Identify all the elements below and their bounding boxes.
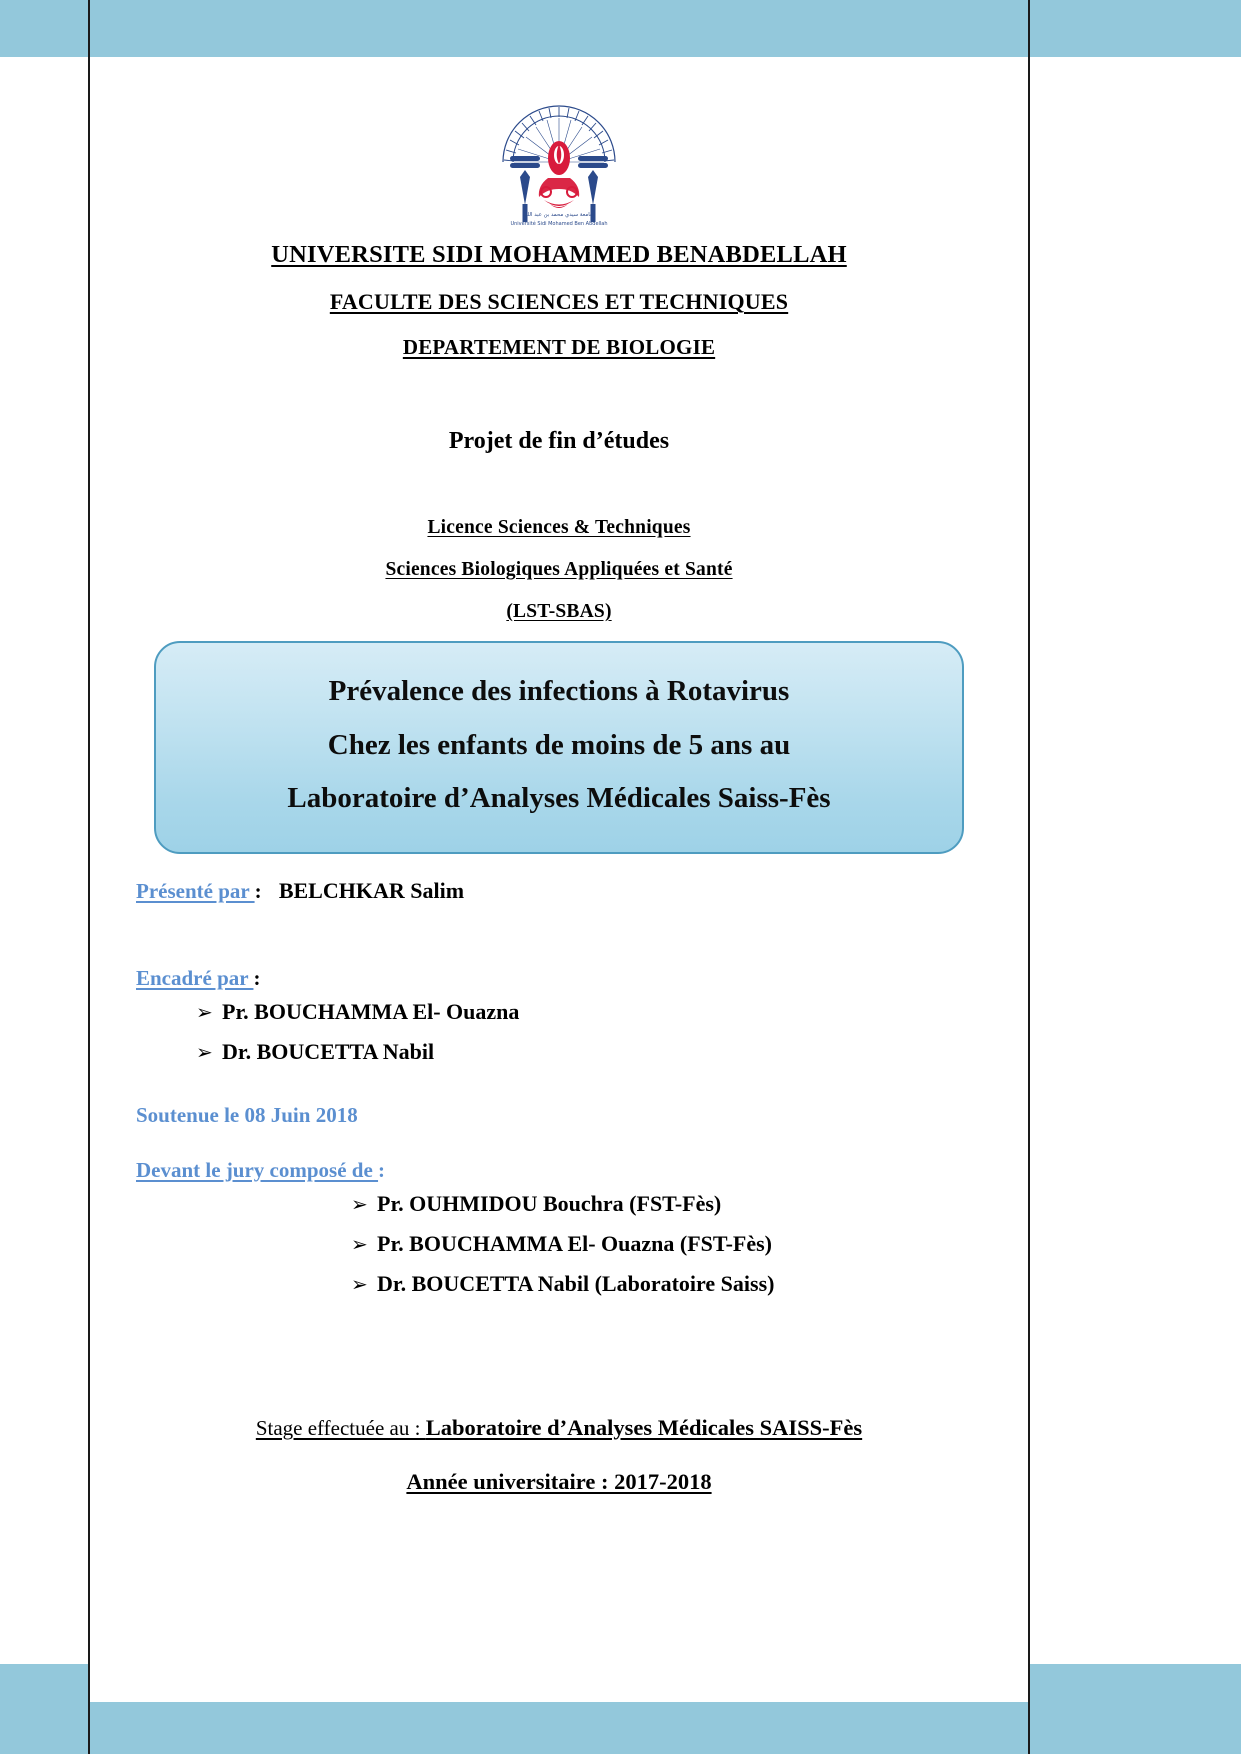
list-item — [351, 1230, 1028, 1256]
university-logo-container — [90, 57, 1028, 237]
supervisor-name: Dr. BOUCETTA Nabil — [222, 1038, 435, 1064]
university-seal-icon — [484, 92, 634, 239]
list-item — [351, 1270, 1028, 1296]
jury-member-name: Pr. BOUCHAMMA El- Ouazna (FST-Fès) — [377, 1230, 772, 1256]
header-faculty-text: FACULTE DES SCIENCES ET TECHNIQUES — [329, 289, 789, 314]
presented-by-colon: : — [254, 878, 267, 903]
svg-text:جامعة سيدي محمد بن عبد الله: جامعة سيدي محمد بن عبد الله — [524, 212, 594, 218]
thesis-title-line-2: Chez les enfants de moins de 5 ans au — [327, 728, 791, 761]
jury-label-row — [136, 1158, 1028, 1183]
project-type: Projet de fin d’études — [448, 428, 670, 454]
degree-line-2 — [90, 559, 1028, 581]
internship-prefix: Stage effectuée au : — [255, 1415, 426, 1440]
presented-by-row — [136, 878, 1028, 904]
degree-line-2-text: Sciences Biologiques Appliquées et Santé — [385, 559, 733, 580]
page-border-top — [0, 0, 1241, 57]
arrow-bullet-icon: ➢ — [351, 1271, 368, 1296]
credits-block — [90, 854, 1028, 1295]
internship-line — [90, 1415, 1028, 1441]
list-item — [196, 1038, 1028, 1064]
presented-by-label: Présenté par — [136, 878, 255, 903]
supervisor-list — [136, 998, 1028, 1064]
degree-line-3 — [90, 601, 1028, 623]
header-faculty — [90, 289, 1028, 315]
supervisor-name: Pr. BOUCHAMMA El- Ouazna — [222, 998, 520, 1024]
thesis-title-line-3: Laboratoire d’Analyses Médicales Saiss-Fès — [287, 782, 831, 815]
academic-year: Année universitaire : 2017-2018 — [406, 1468, 712, 1494]
arrow-bullet-icon: ➢ — [196, 1039, 213, 1064]
list-item — [196, 998, 1028, 1024]
presented-by-name: BELCHKAR Salim — [278, 877, 465, 903]
header-department — [90, 335, 1028, 360]
footer-block — [90, 1415, 1028, 1495]
jury-list — [136, 1190, 1028, 1296]
svg-text:Université Sidi Mohamed Ben Ab: Université Sidi Mohamed Ben Abdellah — [510, 221, 608, 227]
list-item — [351, 1190, 1028, 1216]
defense-date: Soutenue le 08 Juin 2018 — [136, 1102, 358, 1127]
header-university — [90, 241, 1028, 269]
thesis-title-line-1: Prévalence des infections à Rotavirus — [328, 675, 790, 707]
jury-label: Devant le jury composé de — [136, 1157, 379, 1182]
arrow-bullet-icon: ➢ — [351, 1231, 368, 1256]
degree-line-1 — [90, 517, 1028, 539]
jury-colon: : — [378, 1157, 386, 1182]
page-border-bottom-notch — [90, 1664, 1028, 1702]
document-content — [90, 57, 1028, 1664]
page-border-rule-right — [1028, 0, 1030, 1754]
header-university-text: UNIVERSITE SIDI MOHAMMED BENABDELLAH — [271, 241, 847, 268]
jury-member-name: Pr. OUHMIDOU Bouchra (FST-Fès) — [377, 1190, 722, 1216]
supervised-by-label: Encadré par — [136, 965, 254, 990]
degree-line-1-text: Licence Sciences & Techniques — [427, 517, 691, 538]
thesis-title-box — [154, 641, 964, 854]
internship-place: Laboratoire d’Analyses Médicales SAISS-Fès — [425, 1414, 863, 1440]
arrow-bullet-icon: ➢ — [351, 1191, 368, 1216]
supervised-by-colon: : — [253, 965, 261, 990]
supervised-by-row — [136, 966, 1028, 991]
header-department-text: DEPARTEMENT DE BIOLOGIE — [402, 335, 716, 359]
jury-member-name: Dr. BOUCETTA Nabil (Laboratoire Saiss) — [377, 1270, 775, 1296]
degree-line-3-text: (LST-SBAS) — [506, 601, 612, 622]
arrow-bullet-icon: ➢ — [196, 999, 213, 1024]
